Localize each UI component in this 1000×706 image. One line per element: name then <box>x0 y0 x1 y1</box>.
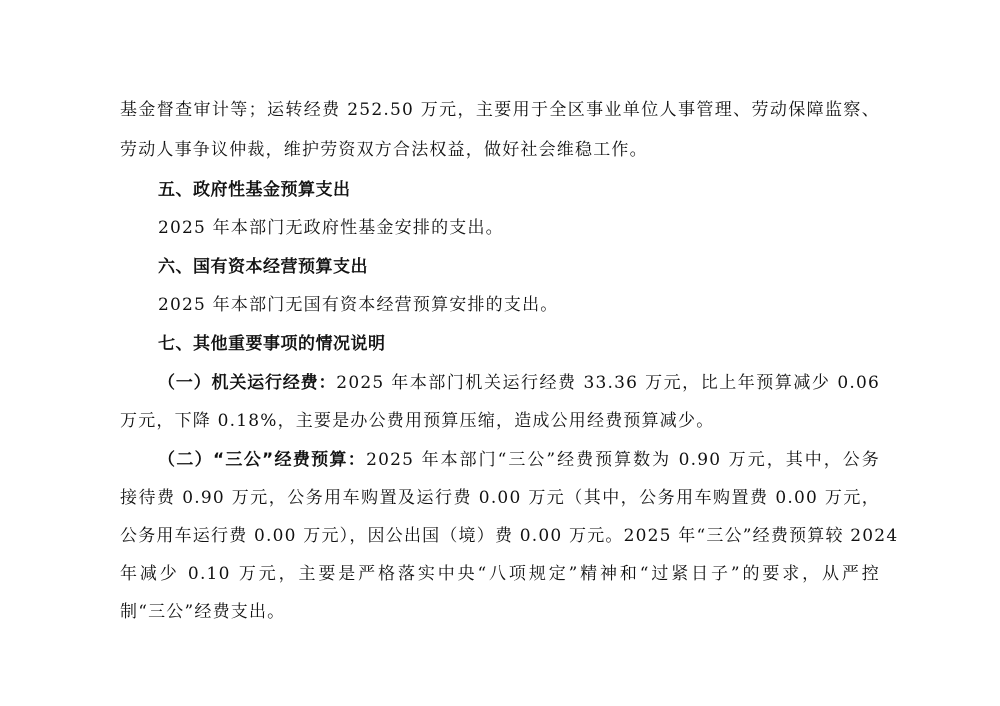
paragraph-line: 接待费 0.90 万元，公务用车购置及运行费 0.00 万元（其中，公务用车购置费 0.00 万元， <box>120 488 880 508</box>
paragraph-line <box>158 371 880 395</box>
section-heading: 七、其他重要事项的情况说明 <box>158 334 386 354</box>
item-lead: （一）机关运行经费： <box>158 373 337 393</box>
paragraph-line: 制“三公”经费支出。 <box>120 602 286 622</box>
item-text: 2025 年本部门“三公”经费预算数为 0.90 万元，其中，公务 <box>366 450 880 470</box>
paragraph-line: 年减少 0.10 万元，主要是严格落实中央“八项规定”精神和“过紧日子”的要求，从严控 <box>120 564 880 584</box>
paragraph-line: 基金督查审计等；运转经费 252.50 万元，主要用于全区事业单位人事管理、劳动保障监察、 <box>120 100 880 120</box>
item-text: 2025 年本部门机关运行经费 33.36 万元，比上年预算减少 0.06 <box>336 373 880 393</box>
paragraph-line <box>158 448 880 472</box>
section-heading: 五、政府性基金预算支出 <box>158 180 351 200</box>
paragraph-line: 2025 年本部门无国有资本经营预算安排的支出。 <box>158 295 559 315</box>
paragraph-line: 劳动人事争议仲裁，维护劳资双方合法权益，做好社会维稳工作。 <box>120 140 648 160</box>
paragraph-line: 公务用车运行费 0.00 万元），因公出国（境）费 0.00 万元。2025 年“三公”经费预算较 2024 <box>120 526 899 546</box>
section-heading: 六、国有资本经营预算支出 <box>158 257 368 277</box>
paragraph-line: 万元，下降 0.18%，主要是办公费用预算压缩，造成公用经费预算减少。 <box>120 411 715 431</box>
paragraph-line: 2025 年本部门无政府性基金安排的支出。 <box>158 218 504 238</box>
item-lead: （二）“三公”经费预算： <box>158 450 367 470</box>
